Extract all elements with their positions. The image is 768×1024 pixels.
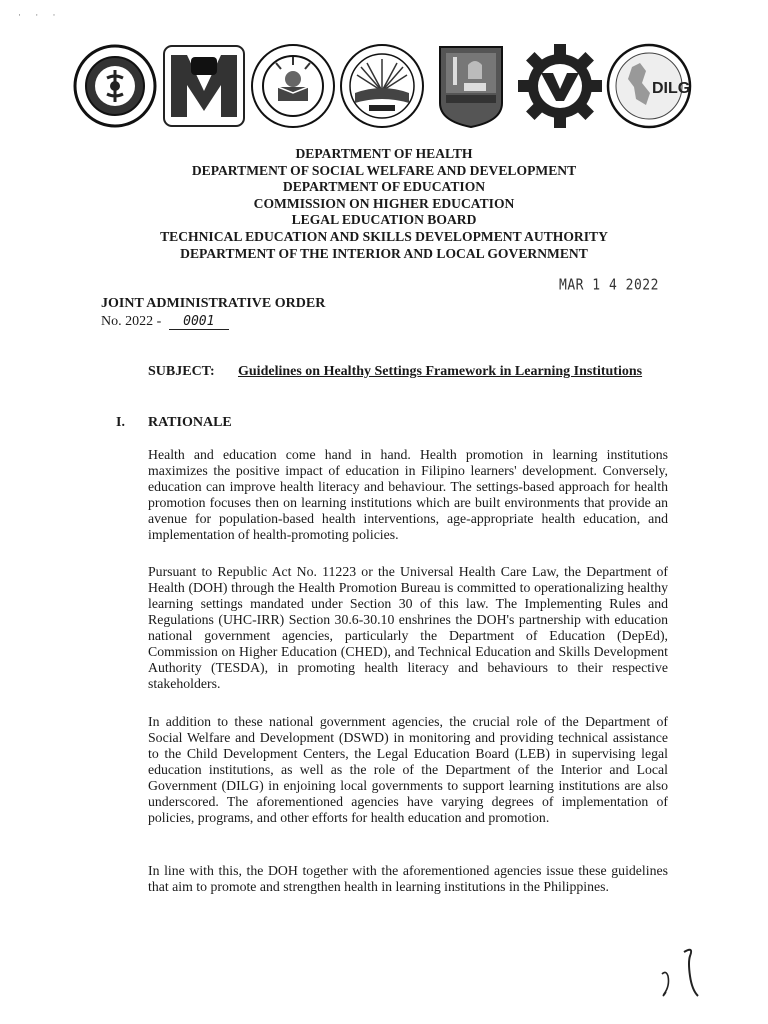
order-number-handwritten: 0001 bbox=[169, 315, 229, 330]
dilg-seal-icon bbox=[606, 43, 692, 129]
section-heading bbox=[116, 415, 232, 431]
deped-seal-icon bbox=[250, 43, 336, 129]
agency-line: COMMISSION ON HIGHER EDUCATION bbox=[253, 195, 515, 211]
ched-seal-icon bbox=[339, 43, 425, 129]
agency-line: DEPARTMENT OF SOCIAL WELFARE AND DEVELOPMENT bbox=[191, 162, 577, 178]
initials-signature-icon bbox=[650, 940, 710, 1000]
subject-block bbox=[148, 364, 668, 380]
section-title: RATIONALE bbox=[148, 415, 232, 430]
subject-text: Guidelines on Healthy Settings Framework in Learning Institutions bbox=[238, 364, 643, 379]
svg-text:DILG: DILG bbox=[652, 80, 691, 97]
body-paragraph: Pursuant to Republic Act No. 11223 or the Universal Health Care Law, the Department of Health (DOH) through the Health Promotion Bureau is committed to operationalizing healthy learning settings mandated under Section 30 of this law. The Implementing Rules and Regulations (UHC-IRR) Section 30.6-30.10 enshrines the DOH's partnership with education national government agencies, particularly the Department of Education (DepEd), Commission on Higher Education (CHED), and Technical Education and Skills Development Authority (TESDA), in promoting health literacy and behaviours to their respective stakeholders. bbox=[148, 564, 668, 691]
body-paragraph: In line with this, the DOH together with the aforementioned agencies issue these guidelines that aim to promote and strengthen health in learning institutions in the Philippines. bbox=[148, 863, 668, 894]
issuing-agencies-header bbox=[100, 146, 668, 262]
leb-shield-icon bbox=[428, 43, 514, 129]
scan-specks: · · · bbox=[18, 10, 62, 20]
order-number-prefix: No. 2022 - bbox=[101, 314, 162, 329]
subject-label: SUBJECT: bbox=[148, 364, 215, 379]
agency-line: LEGAL EDUCATION BOARD bbox=[291, 212, 477, 228]
tesda-gear-icon bbox=[517, 43, 603, 129]
body-paragraph: Health and education come hand in hand. Health promotion in learning institutions maximizes the positive impact of education in Filipino learners' development. Conversely, education can improve health literacy and behaviour. The settings-based approach for health promotion focuses then on learning institutions which are built environments that provide an avenue for population-based health interventions, age-appropriate health education, and implementation of health-promoting policies. bbox=[148, 447, 668, 542]
agency-logos-row bbox=[72, 42, 692, 130]
order-number bbox=[101, 314, 229, 330]
agency-line: TECHNICAL EDUCATION AND SKILLS DEVELOPMENT AUTHORITY bbox=[160, 228, 608, 244]
date-stamp: MAR 1 4 2022 bbox=[559, 276, 659, 295]
order-title: JOINT ADMINISTRATIVE ORDER bbox=[101, 296, 326, 311]
agency-line: DEPARTMENT OF HEALTH bbox=[295, 146, 473, 161]
section-number: I. bbox=[116, 415, 125, 430]
dswd-logo-icon bbox=[161, 43, 247, 129]
agency-line: DEPARTMENT OF EDUCATION bbox=[282, 179, 486, 195]
doh-seal-icon bbox=[72, 43, 158, 129]
agency-line: DEPARTMENT OF THE INTERIOR AND LOCAL GOVERNMENT bbox=[180, 245, 588, 261]
body-paragraph: In addition to these national government agencies, the crucial role of the Department of Social Welfare and Development (DSWD) in monitoring and providing technical assistance to the Child Development Centers, the Legal Education Board (LEB) in supervising legal education institutions, as well as the role of the Department of the Interior and Local Government (DILG) in enjoining local governments to support learning institutions are also underscored. The aforementioned agencies have varying degrees of implementation of policies, programs, and other efforts for health education and promotion. bbox=[148, 714, 668, 825]
